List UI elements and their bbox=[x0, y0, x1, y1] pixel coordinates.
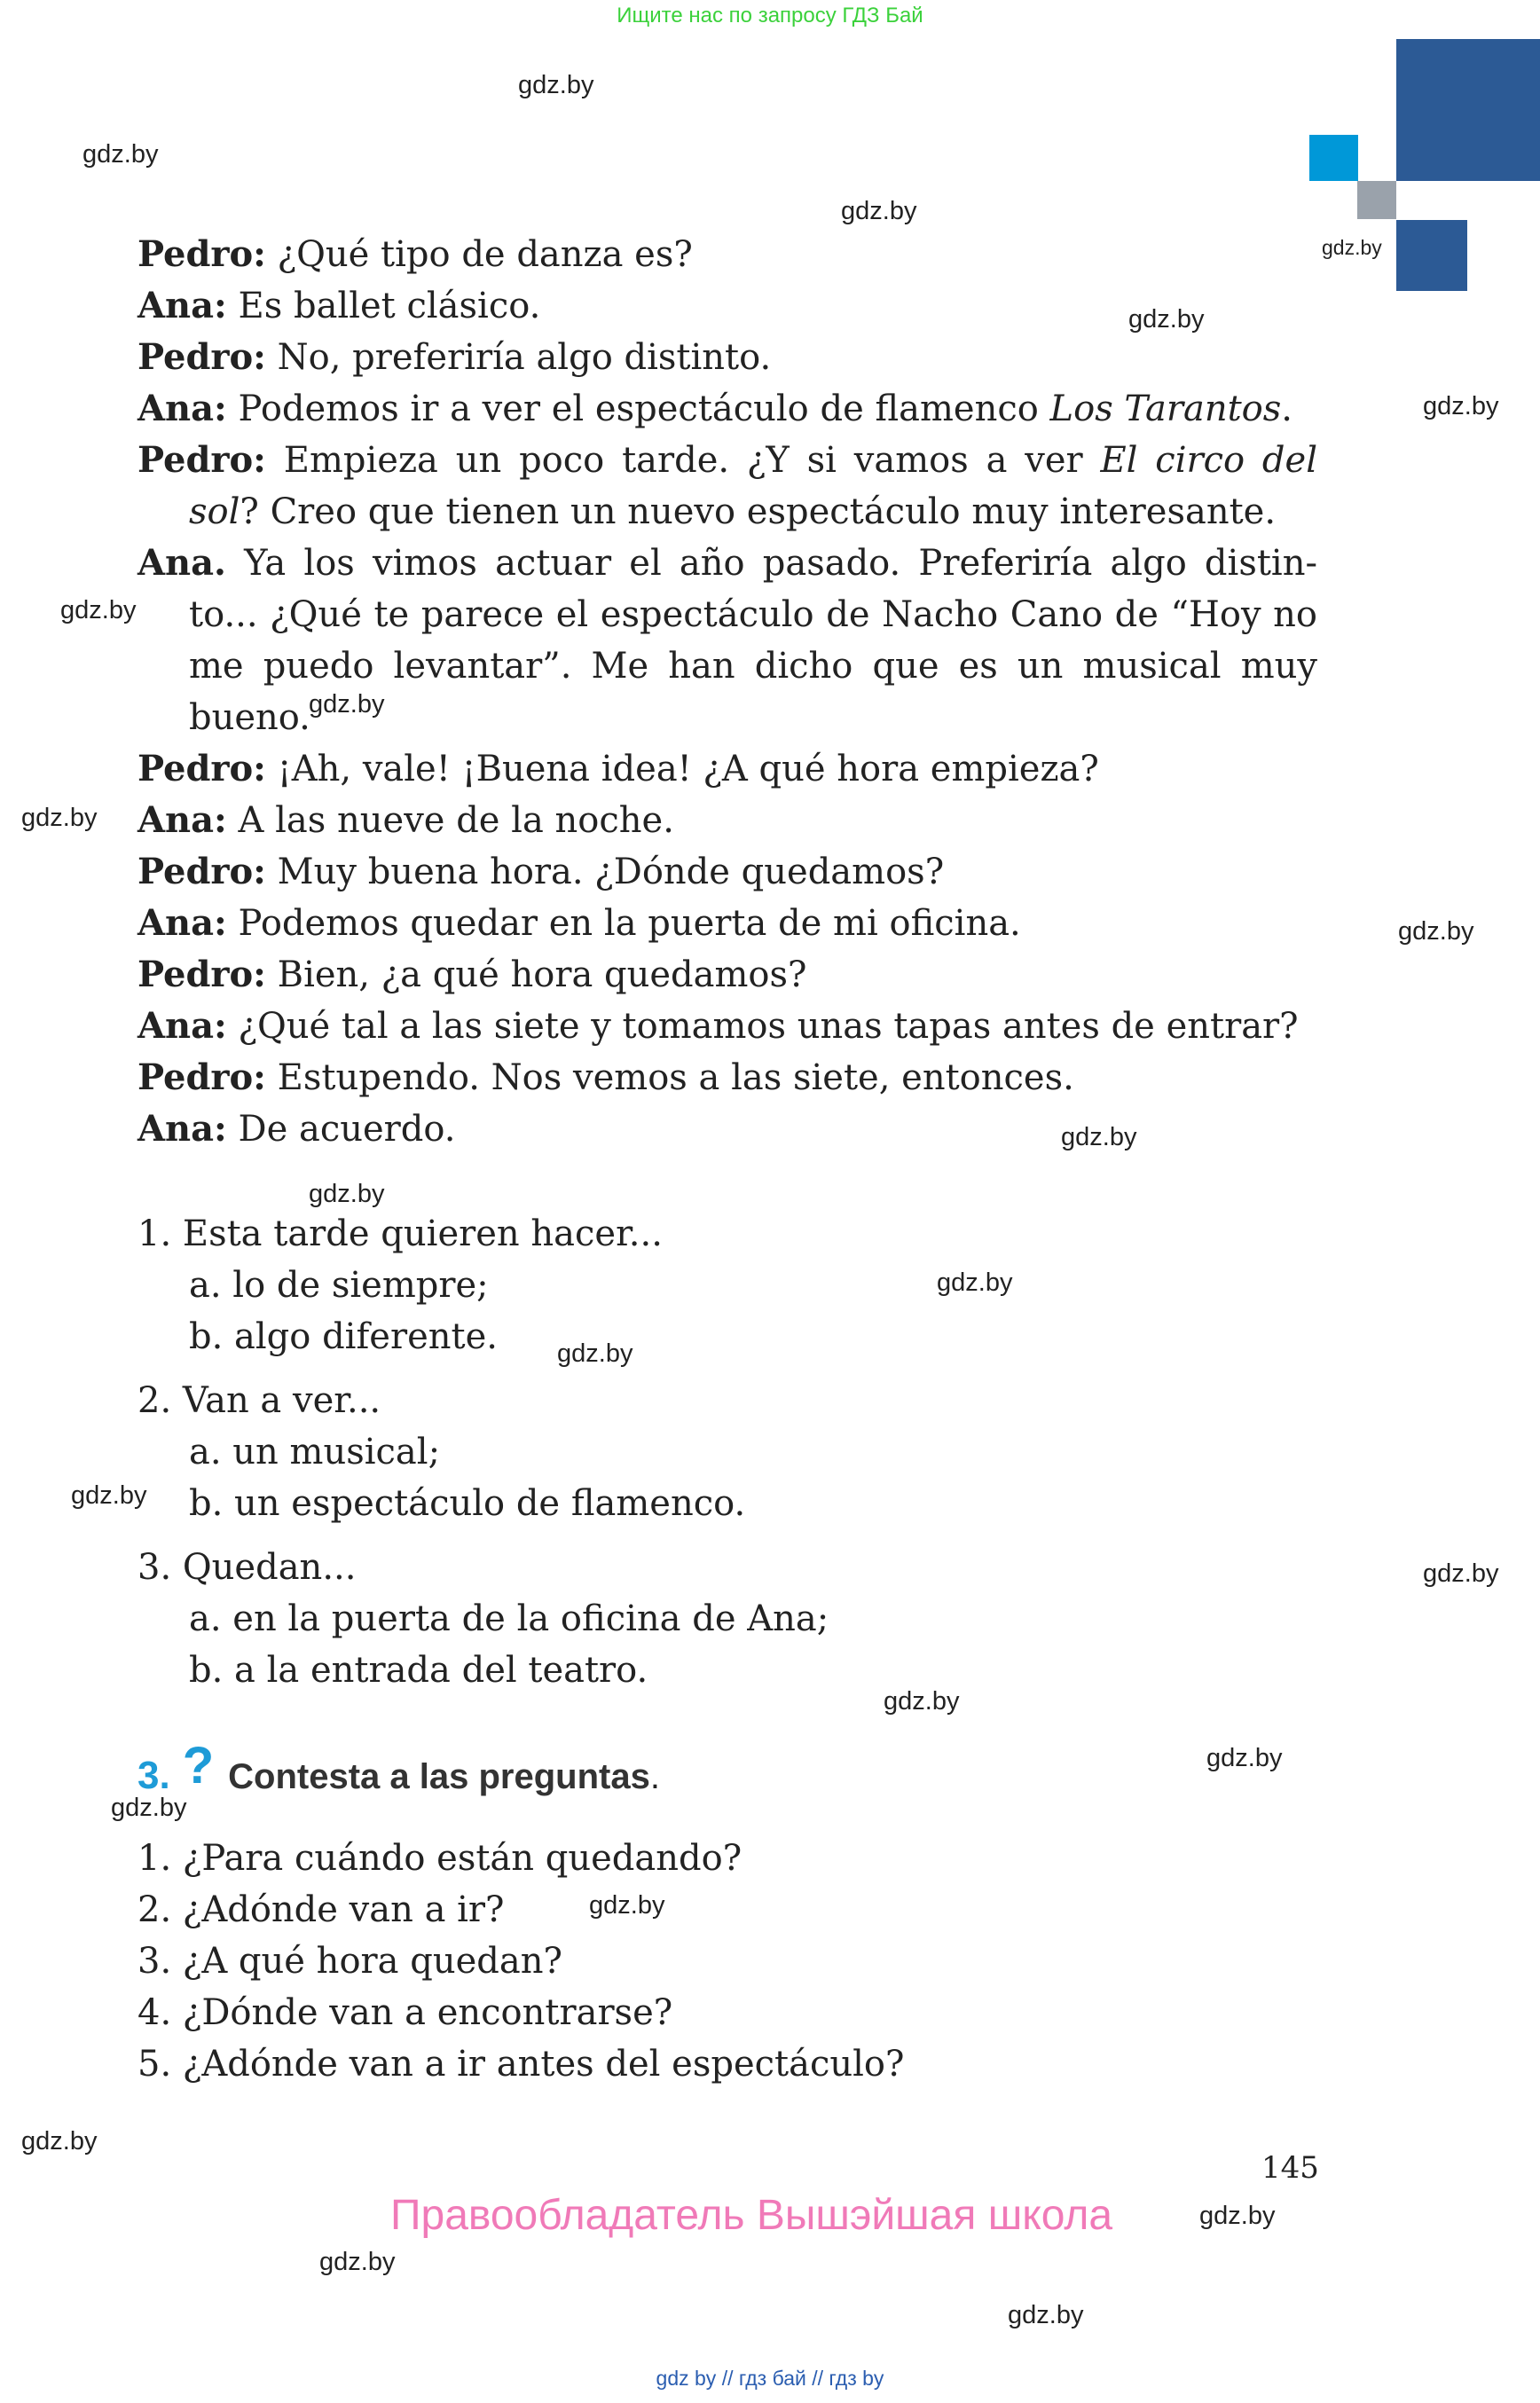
watermark: gdz.by bbox=[557, 1339, 633, 1368]
watermark: gdz.by bbox=[1398, 917, 1474, 946]
speaker-name: Ana: bbox=[138, 799, 227, 841]
dialog-line bbox=[138, 435, 1317, 486]
speaker-name: Ana: bbox=[138, 388, 227, 429]
decor-square-gray bbox=[1357, 181, 1396, 219]
task-number: 3. bbox=[138, 1754, 170, 1797]
dialog-continuation: to... ¿Qué te parece el espectáculo de Nacho Cano de “Hoy no bbox=[189, 594, 1317, 635]
dialog-line bbox=[138, 538, 1317, 589]
watermark: gdz.by bbox=[884, 1687, 960, 1716]
dialog-text: Es ballet clásico. bbox=[226, 286, 541, 326]
dialog-continuation: me puedo levantar”. Me han dicho que es un musical muy bbox=[189, 646, 1317, 687]
dialog-text: Podemos ir a ver el espectáculo de flamenco bbox=[226, 389, 1050, 429]
show-title: El circo del bbox=[1100, 440, 1317, 481]
watermark: gdz.by bbox=[589, 1891, 665, 1920]
watermark: gdz.by bbox=[309, 1180, 385, 1208]
dialog-line bbox=[138, 332, 771, 383]
question-stem: 1. Esta tarde quieren hacer... bbox=[138, 1213, 663, 1254]
speaker-name: Ana: bbox=[138, 285, 227, 326]
watermark: gdz.by bbox=[1423, 1559, 1499, 1588]
speaker-name: Pedro: bbox=[138, 748, 266, 789]
dialog-line bbox=[138, 229, 693, 280]
dialog-continuation bbox=[189, 486, 1276, 538]
question-option: b. algo diferente. bbox=[189, 1316, 498, 1357]
speaker-name: Ana: bbox=[138, 902, 227, 944]
dialog-line bbox=[138, 1001, 1299, 1052]
watermark: gdz.by bbox=[1206, 1744, 1283, 1772]
dialog-text: . bbox=[1281, 389, 1292, 429]
watermark: gdz.by bbox=[1128, 305, 1205, 334]
page-number: 145 bbox=[1261, 2150, 1319, 2186]
task-heading bbox=[138, 1737, 660, 1801]
task-item: 3. ¿A qué hora quedan? bbox=[138, 1941, 562, 1982]
watermark: gdz.by bbox=[1008, 2301, 1084, 2329]
dialog-continuation: bueno. bbox=[189, 697, 310, 738]
task-title: Contesta a las preguntas bbox=[228, 1757, 650, 1796]
question-option: a. en la puerta de la oficina de Ana; bbox=[189, 1598, 829, 1639]
top-banner: Ищите нас по запросу ГДЗ Бай bbox=[617, 4, 923, 27]
question-option: b. a la entrada del teatro. bbox=[189, 1650, 648, 1691]
dialog-line bbox=[138, 795, 674, 846]
watermark: gdz.by bbox=[1061, 1123, 1137, 1151]
watermark: gdz.by bbox=[1322, 236, 1382, 259]
watermark: gdz.by bbox=[1423, 392, 1499, 420]
dialog-line bbox=[138, 898, 1021, 949]
dialog-text: No, preferiría algo distinto. bbox=[265, 337, 772, 378]
task-item: 4. ¿Dónde van a encontrarse? bbox=[138, 1992, 673, 2033]
decor-square-light bbox=[1309, 135, 1358, 181]
watermark: gdz.by bbox=[21, 2127, 98, 2156]
decor-square-medium bbox=[1396, 220, 1467, 291]
watermark: gdz.by bbox=[60, 596, 137, 624]
dialog-line bbox=[138, 1103, 456, 1155]
dialog-text: ¿Qué tal a las siete y tomamos unas tapas antes de entrar? bbox=[226, 1006, 1299, 1047]
dialog-line bbox=[138, 743, 1099, 795]
task-title-end: . bbox=[649, 1757, 660, 1796]
task-item: 1. ¿Para cuándo están quedando? bbox=[138, 1838, 742, 1879]
show-title: Los Tarantos bbox=[1049, 389, 1282, 429]
watermark: gdz.by bbox=[21, 804, 98, 832]
watermark: gdz.by bbox=[71, 1481, 147, 1510]
question-option: a. lo de siempre; bbox=[189, 1265, 489, 1306]
watermark: gdz.by bbox=[518, 71, 594, 99]
show-title: sol bbox=[189, 491, 240, 532]
speaker-name: Pedro: bbox=[138, 336, 266, 378]
watermark: gdz.by bbox=[1199, 2202, 1276, 2230]
dialog-line bbox=[138, 949, 806, 1001]
dialog-text: De acuerdo. bbox=[226, 1109, 456, 1150]
speaker-name: Pedro: bbox=[138, 954, 266, 995]
watermark: gdz.by bbox=[841, 197, 917, 225]
rights-holder: Правообладатель Вышэйшая школа bbox=[390, 2192, 1113, 2239]
dialog-line bbox=[138, 846, 944, 898]
question-stem: 2. Van a ver... bbox=[138, 1380, 381, 1421]
dialog-text: Podemos quedar en la puerta de mi oficina. bbox=[226, 903, 1021, 944]
speaker-name: Pedro: bbox=[138, 851, 266, 892]
question-stem: 3. Quedan... bbox=[138, 1547, 357, 1588]
dialog-text: Estupendo. Nos vemos a las siete, entonces. bbox=[265, 1057, 1074, 1098]
task-item: 2. ¿Adónde van a ir? bbox=[138, 1889, 505, 1930]
dialog-text: ¿Qué tipo de danza es? bbox=[265, 234, 693, 275]
dialog-line bbox=[138, 383, 1292, 435]
dialog-line bbox=[138, 280, 540, 332]
speaker-name: Ana: bbox=[138, 1005, 227, 1047]
watermark: gdz.by bbox=[309, 690, 385, 719]
question-mark-icon: ? bbox=[182, 1737, 215, 1794]
dialog-text: ? Creo que tienen un nuevo espectáculo muy interesante. bbox=[240, 491, 1277, 532]
speaker-name: Ana. bbox=[138, 542, 226, 584]
decor-square-large bbox=[1396, 39, 1540, 181]
dialog-text: ¡Ah, vale! ¡Buena idea! ¿A qué hora empieza? bbox=[265, 749, 1099, 789]
dialog-text: Ya los vimos actuar el año pasado. Preferiría algo distin- bbox=[225, 543, 1317, 584]
question-option: b. un espectáculo de flamenco. bbox=[189, 1483, 746, 1524]
watermark: gdz.by bbox=[82, 140, 159, 169]
watermark: gdz.by bbox=[937, 1268, 1013, 1297]
speaker-name: Pedro: bbox=[138, 233, 266, 275]
footer-links: gdz by // гдз бай // гдз by bbox=[656, 2367, 884, 2390]
dialog-line bbox=[138, 1052, 1074, 1103]
watermark: gdz.by bbox=[111, 1794, 187, 1822]
speaker-name: Pedro: bbox=[138, 1056, 266, 1098]
dialog-text: A las nueve de la noche. bbox=[226, 800, 674, 841]
question-option: a. un musical; bbox=[189, 1432, 441, 1472]
task-item: 5. ¿Adónde van a ir antes del espectáculo? bbox=[138, 2044, 905, 2085]
dialog-text: Muy buena hora. ¿Dónde quedamos? bbox=[265, 852, 945, 892]
speaker-name: Ana: bbox=[138, 1108, 227, 1150]
speaker-name: Pedro: bbox=[138, 439, 266, 481]
dialog-text: Bien, ¿a qué hora quedamos? bbox=[265, 954, 807, 995]
watermark: gdz.by bbox=[319, 2248, 396, 2276]
dialog-text: Empieza un poco tarde. ¿Y si vamos a ver bbox=[265, 440, 1101, 481]
